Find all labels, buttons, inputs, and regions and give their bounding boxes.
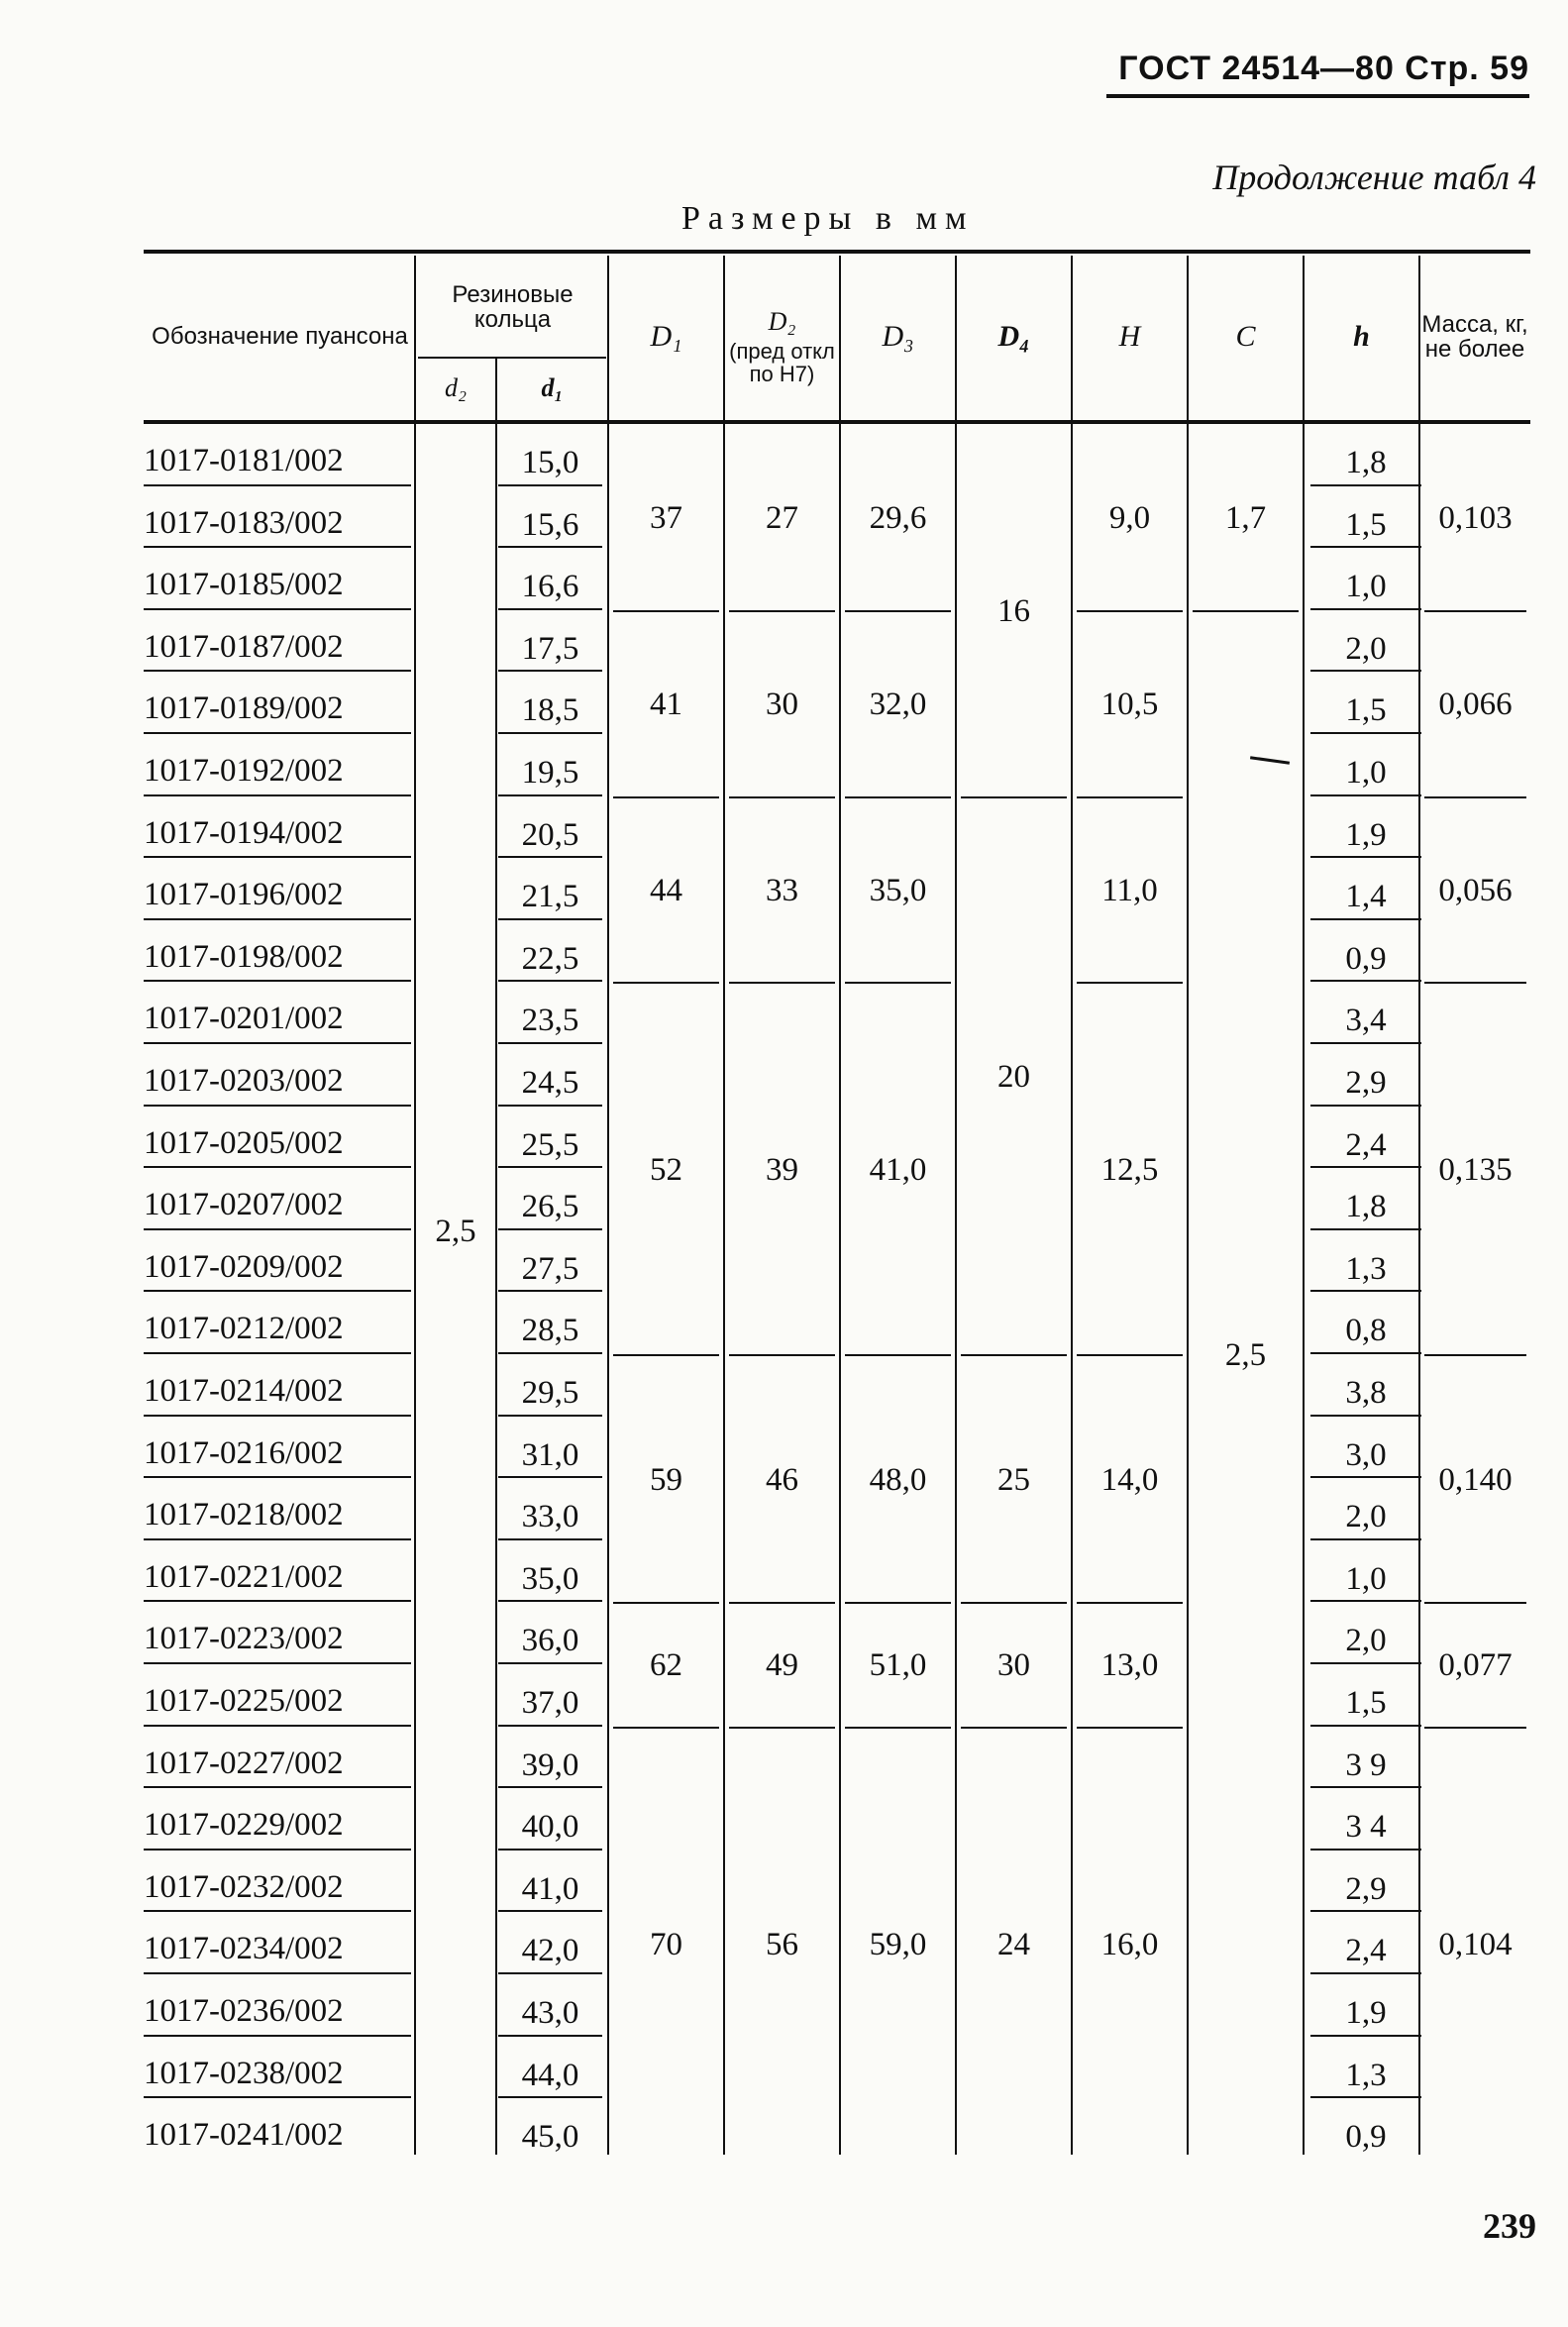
row-designation: 1017-0205/002	[144, 1124, 344, 1161]
row-designation: 1017-0209/002	[144, 1248, 344, 1285]
col-header-mass: Масса, кг, не более	[1421, 310, 1528, 363]
row-d1: 39,0	[521, 1746, 579, 1783]
row-underline	[144, 1476, 411, 1478]
row-designation: 1017-0194/002	[144, 814, 344, 851]
row-underline	[144, 918, 411, 920]
row-underline	[1310, 918, 1421, 920]
row-designation: 1017-0214/002	[144, 1373, 344, 1409]
row-underline	[498, 670, 602, 672]
row-underline	[144, 1105, 411, 1107]
row-designation: 1017-0232/002	[144, 1868, 344, 1905]
row-h: 2,9	[1345, 1870, 1387, 1907]
row-underline	[1310, 1662, 1421, 1664]
row-underline	[144, 1415, 411, 1417]
col-header-rings: Резиновые кольца	[452, 280, 574, 333]
row-d1: 15,0	[521, 445, 579, 480]
group-d3: 48,0	[869, 1461, 927, 1498]
row-h: 2,4	[1345, 1126, 1387, 1163]
row-designation: 1017-0189/002	[144, 690, 344, 727]
group-separator	[1077, 610, 1183, 612]
row-h: 2,4	[1345, 1933, 1387, 1969]
group-h: 11,0	[1101, 872, 1158, 908]
row-underline	[1310, 1352, 1421, 1354]
group-d3: 29,6	[869, 500, 927, 537]
row-designation: 1017-0192/002	[144, 753, 344, 789]
row-underline	[1310, 1166, 1421, 1168]
row-d1: 40,0	[521, 1809, 579, 1846]
col-header-d2: d₂	[444, 373, 468, 403]
row-h: 1,3	[1345, 2057, 1387, 2093]
row-underline	[1310, 546, 1421, 548]
group-mass: 0,103	[1438, 500, 1513, 537]
row-d1: 24,5	[521, 1065, 579, 1101]
row-h: 2,0	[1345, 1623, 1387, 1659]
row-designation: 1017-0238/002	[144, 2055, 344, 2091]
group-c: 2,5	[1224, 1337, 1267, 1374]
row-h: 0,8	[1345, 1313, 1387, 1349]
group-separator	[729, 796, 835, 798]
column-rule	[495, 359, 497, 2155]
col-header-d1: d₁	[541, 373, 564, 403]
row-underline	[498, 1290, 602, 1292]
group-d3: 35,0	[869, 872, 927, 908]
group-separator	[729, 610, 835, 612]
col-header-C: C	[1235, 320, 1256, 354]
row-designation: 1017-0223/002	[144, 1621, 344, 1657]
row-underline	[498, 1662, 602, 1664]
group-separator	[613, 1354, 719, 1356]
group-separator	[1077, 796, 1183, 798]
row-designation: 1017-0181/002	[144, 443, 344, 478]
col-header-D3: D₃	[882, 320, 914, 354]
row-designation: 1017-0234/002	[144, 1931, 344, 1967]
group-d2: 27	[766, 500, 798, 537]
row-designation: 1017-0236/002	[144, 1993, 344, 2029]
row-h: 0,9	[1345, 2119, 1387, 2156]
group-separator	[845, 796, 951, 798]
row-d1: 20,5	[521, 816, 579, 853]
group-d3: 41,0	[869, 1151, 927, 1188]
group-separator	[845, 610, 951, 612]
row-underline	[1310, 1725, 1421, 1727]
row-h: 2,0	[1345, 630, 1387, 667]
row-h: 3 4	[1345, 1809, 1387, 1846]
row-h: 1,9	[1345, 1995, 1387, 2031]
row-designation: 1017-0203/002	[144, 1063, 344, 1099]
col-header-D2-symbol: D₂	[768, 307, 796, 337]
row-d1: 23,5	[521, 1003, 579, 1039]
row-underline	[498, 1352, 602, 1354]
group-d4: 16	[997, 593, 1030, 630]
group-mass: 0,135	[1438, 1151, 1513, 1188]
row-designation: 1017-0218/002	[144, 1497, 344, 1534]
col-header-D1: D₁	[650, 320, 682, 354]
row-d1: 45,0	[521, 2119, 579, 2156]
d2-value: 2,5	[435, 1214, 476, 1250]
row-underline	[498, 1042, 602, 1044]
col-header-H: H	[1118, 320, 1141, 354]
group-separator	[845, 1602, 951, 1604]
row-d1: 43,0	[521, 1995, 579, 2031]
group-h: 14,0	[1100, 1461, 1159, 1498]
row-underline	[144, 1662, 411, 1664]
group-d4: 25	[997, 1461, 1030, 1498]
row-underline	[1310, 1910, 1421, 1912]
row-h: 1,5	[1345, 1685, 1387, 1721]
row-underline	[144, 732, 411, 734]
group-d3: 51,0	[869, 1647, 927, 1684]
group-separator	[729, 1354, 835, 1356]
row-h: 2,9	[1345, 1065, 1387, 1101]
row-underline	[498, 856, 602, 858]
group-separator	[613, 982, 719, 984]
row-underline	[498, 1415, 602, 1417]
row-h: 3,8	[1345, 1375, 1387, 1411]
row-underline	[498, 1849, 602, 1851]
row-designation: 1017-0241/002	[144, 2117, 344, 2154]
row-underline	[1310, 732, 1421, 734]
group-separator	[961, 1727, 1067, 1729]
row-underline	[498, 1476, 602, 1478]
group-d2: 46	[766, 1461, 798, 1498]
group-d1: 70	[650, 1927, 682, 1963]
row-underline	[144, 1352, 411, 1354]
group-separator	[845, 1354, 951, 1356]
group-separator	[1193, 610, 1299, 612]
group-d3: 59,0	[869, 1927, 927, 1963]
group-d4: 20	[997, 1058, 1030, 1095]
row-d1: 21,5	[521, 879, 579, 915]
table-top-rule	[144, 250, 1530, 254]
row-designation: 1017-0216/002	[144, 1434, 344, 1471]
row-underline	[144, 1290, 411, 1292]
row-designation: 1017-0196/002	[144, 877, 344, 913]
group-separator	[845, 982, 951, 984]
row-underline	[498, 1910, 602, 1912]
row-h: 3 9	[1345, 1746, 1387, 1783]
group-d3: 32,0	[869, 687, 927, 723]
row-underline	[498, 980, 602, 982]
row-designation: 1017-0183/002	[144, 504, 344, 541]
row-underline	[144, 1228, 411, 1230]
row-h: 1,5	[1345, 506, 1387, 543]
group-h: 10,5	[1100, 687, 1159, 723]
row-d1: 37,0	[521, 1685, 579, 1721]
row-underline	[144, 1600, 411, 1602]
row-h: 3,0	[1345, 1436, 1387, 1473]
row-underline	[144, 1725, 411, 1727]
row-h: 1,9	[1345, 816, 1387, 853]
row-underline	[1310, 1972, 1421, 1974]
dimensions-caption: Размеры в мм	[681, 200, 975, 237]
row-underline	[1310, 1290, 1421, 1292]
group-d1: 52	[650, 1151, 682, 1188]
row-underline	[498, 918, 602, 920]
col-header-designation: Обозначение пуансона	[152, 323, 408, 351]
row-underline	[1310, 1786, 1421, 1788]
row-underline	[1310, 670, 1421, 672]
group-mass: 0,104	[1438, 1927, 1513, 1963]
group-separator	[729, 982, 835, 984]
header-bottom-rule	[144, 420, 1530, 424]
group-separator	[845, 1727, 951, 1729]
row-designation: 1017-0212/002	[144, 1311, 344, 1347]
row-d1: 27,5	[521, 1250, 579, 1287]
group-separator	[729, 1727, 835, 1729]
table-continuation: Продолжение табл 4	[1212, 158, 1536, 197]
row-h: 1,0	[1345, 569, 1387, 605]
group-d2: 30	[766, 687, 798, 723]
group-separator	[1077, 1727, 1183, 1729]
row-underline	[144, 2035, 411, 2037]
row-underline	[1310, 1476, 1421, 1478]
row-designation: 1017-0229/002	[144, 1807, 344, 1844]
row-underline	[1310, 1600, 1421, 1602]
row-underline	[144, 1538, 411, 1540]
group-c: 1,7	[1224, 500, 1267, 537]
row-underline	[498, 1228, 602, 1230]
row-underline	[1310, 856, 1421, 858]
row-underline	[498, 484, 602, 486]
row-d1: 17,5	[521, 630, 579, 667]
group-d4: 24	[997, 1927, 1030, 1963]
group-d1: 62	[650, 1647, 682, 1684]
column-rule	[1303, 256, 1305, 2155]
row-designation: 1017-0201/002	[144, 1001, 344, 1037]
group-h: 12,5	[1100, 1151, 1159, 1188]
group-separator	[1424, 1727, 1526, 1729]
row-d1: 28,5	[521, 1313, 579, 1349]
row-underline	[144, 1166, 411, 1168]
row-underline	[498, 1786, 602, 1788]
row-underline	[1310, 608, 1421, 610]
row-underline	[1310, 1538, 1421, 1540]
group-separator	[1077, 1602, 1183, 1604]
row-d1: 29,5	[521, 1375, 579, 1411]
group-separator	[729, 1602, 835, 1604]
group-mass: 0,140	[1438, 1461, 1513, 1498]
page-number: 239	[1483, 2206, 1536, 2246]
group-d2: 49	[766, 1647, 798, 1684]
row-d1: 16,6	[521, 569, 579, 605]
row-underline	[144, 1849, 411, 1851]
row-underline	[498, 1972, 602, 1974]
row-underline	[1310, 484, 1421, 486]
row-underline	[1310, 1849, 1421, 1851]
row-underline	[1310, 1228, 1421, 1230]
row-d1: 41,0	[521, 1870, 579, 1907]
group-d4: 30	[997, 1647, 1030, 1684]
row-underline	[498, 1725, 602, 1727]
row-underline	[1310, 1042, 1421, 1044]
group-h: 9,0	[1108, 500, 1151, 537]
row-underline	[144, 1910, 411, 1912]
col-header-D2-note: (пред откл по Н7)	[729, 338, 835, 386]
row-underline	[1310, 1105, 1421, 1107]
row-h: 2,0	[1345, 1499, 1387, 1535]
group-d1: 37	[650, 500, 682, 537]
row-h: 3,4	[1345, 1003, 1387, 1039]
group-mass: 0,077	[1438, 1647, 1513, 1684]
col-header-D2	[725, 277, 839, 416]
row-underline	[498, 546, 602, 548]
row-designation: 1017-0227/002	[144, 1745, 344, 1781]
group-h: 13,0	[1100, 1647, 1159, 1684]
group-mass: 0,066	[1438, 687, 1513, 723]
row-d1: 26,5	[521, 1189, 579, 1225]
group-d1: 59	[650, 1461, 682, 1498]
row-underline	[1310, 2035, 1421, 2037]
group-separator	[613, 1602, 719, 1604]
group-h: 16,0	[1100, 1927, 1159, 1963]
row-d1: 35,0	[521, 1560, 579, 1597]
group-separator	[1424, 1354, 1526, 1356]
row-underline	[144, 670, 411, 672]
group-mass: 0,056	[1438, 872, 1513, 908]
group-separator	[1077, 1354, 1183, 1356]
row-underline	[498, 732, 602, 734]
row-designation: 1017-0185/002	[144, 567, 344, 603]
row-designation: 1017-0207/002	[144, 1187, 344, 1223]
c-column-dash	[1250, 756, 1290, 765]
group-d2: 56	[766, 1927, 798, 1963]
row-underline	[1310, 980, 1421, 982]
row-underline	[498, 794, 602, 796]
row-underline	[144, 794, 411, 796]
row-underline	[144, 856, 411, 858]
row-underline	[1310, 2096, 1421, 2098]
row-underline	[498, 1166, 602, 1168]
group-d2: 39	[766, 1151, 798, 1188]
row-underline	[144, 1042, 411, 1044]
row-h: 0,9	[1345, 940, 1387, 977]
row-underline	[498, 2096, 602, 2098]
row-h: 1,0	[1345, 755, 1387, 791]
row-designation: 1017-0187/002	[144, 628, 344, 665]
row-designation: 1017-0221/002	[144, 1558, 344, 1595]
group-d1: 41	[650, 687, 682, 723]
row-underline	[144, 546, 411, 548]
row-d1: 42,0	[521, 1933, 579, 1969]
row-d1: 33,0	[521, 1499, 579, 1535]
row-underline	[144, 1972, 411, 1974]
group-separator	[613, 796, 719, 798]
row-d1: 19,5	[521, 755, 579, 791]
row-underline	[144, 1786, 411, 1788]
col-header-h: h	[1353, 320, 1370, 354]
row-underline	[498, 608, 602, 610]
row-d1: 36,0	[521, 1623, 579, 1659]
row-d1: 44,0	[521, 2057, 579, 2093]
row-h: 1,8	[1345, 1189, 1387, 1225]
group-separator	[613, 1727, 719, 1729]
row-underline	[498, 2035, 602, 2037]
group-separator	[1424, 982, 1526, 984]
group-separator	[1077, 982, 1183, 984]
row-underline	[498, 1538, 602, 1540]
rings-divider	[418, 357, 606, 359]
row-underline	[144, 608, 411, 610]
row-underline	[144, 484, 411, 486]
row-underline	[1310, 1415, 1421, 1417]
col-header-D4: D₄	[997, 320, 1030, 354]
row-d1: 15,6	[521, 506, 579, 543]
row-underline	[144, 2096, 411, 2098]
row-underline	[498, 1600, 602, 1602]
row-h: 1,8	[1345, 445, 1387, 480]
row-h: 1,0	[1345, 1560, 1387, 1597]
row-designation: 1017-0225/002	[144, 1683, 344, 1719]
row-h: 1,3	[1345, 1250, 1387, 1287]
row-d1: 25,5	[521, 1126, 579, 1163]
row-designation: 1017-0198/002	[144, 938, 344, 975]
group-separator	[1424, 1602, 1526, 1604]
row-underline	[144, 980, 411, 982]
row-underline	[498, 1105, 602, 1107]
group-separator	[613, 610, 719, 612]
row-d1: 18,5	[521, 692, 579, 729]
row-underline	[1310, 794, 1421, 796]
group-separator	[1424, 610, 1526, 612]
group-separator	[961, 1602, 1067, 1604]
row-h: 1,5	[1345, 692, 1387, 729]
group-d1: 44	[650, 872, 682, 908]
group-separator	[1424, 796, 1526, 798]
row-h: 1,4	[1345, 879, 1387, 915]
row-d1: 22,5	[521, 940, 579, 977]
page-header: ГОСТ 24514—80 Стр. 59	[1106, 50, 1529, 98]
group-d2: 33	[766, 872, 798, 908]
row-d1: 31,0	[521, 1436, 579, 1473]
